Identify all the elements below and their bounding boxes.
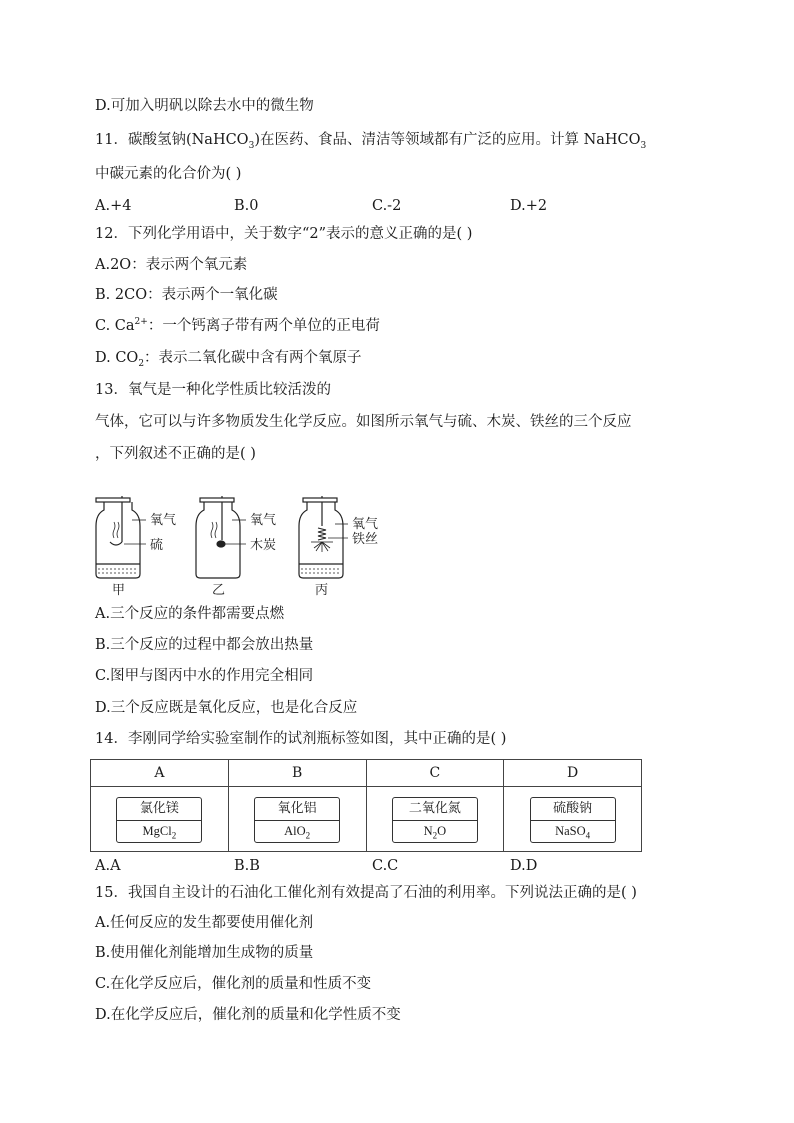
subscript: 2 [138, 358, 145, 369]
q12-option-d [95, 348, 362, 368]
reagent-name: 硫酸钠 [531, 798, 615, 821]
label-iron-wire: 铁丝 [352, 532, 379, 547]
reagent-name: 氯化镁 [117, 798, 201, 821]
reagent-formula [117, 821, 201, 842]
q15-option-a-line: A.任何反应的发生都要使用催化剂 [95, 915, 314, 931]
q13-option-a: A.三个反应的条件都需要点燃 [95, 606, 285, 622]
formula-part: MgCl [142, 824, 172, 838]
oxygen-reaction-diagram [92, 496, 402, 598]
q14-option-d: D.D [510, 858, 538, 874]
q11-stem-line1 [95, 130, 646, 150]
q15-option-c: C.在化学反应后，催化剂的质量和性质不变 [95, 976, 372, 992]
subscript: 3 [248, 140, 255, 151]
caption-bing: 丙 [315, 583, 329, 598]
label-charcoal: 木炭 [250, 538, 277, 553]
bottle-jia [96, 496, 146, 578]
q12d-text-a: D. CO [95, 350, 139, 366]
formula-subscript: 4 [585, 830, 591, 841]
formula-part: O [437, 824, 447, 838]
label-sulfur: 硫 [150, 538, 164, 553]
formula-subscript: 2 [171, 830, 177, 841]
q11-text-b: )在医药、食品、清洁等领域都有广泛的应用。计算 NaHCO [254, 132, 641, 148]
bottle-yi [196, 496, 246, 578]
q13-stem-line1: 13．氧气是一种化学性质比较活泼的 [95, 382, 331, 398]
q10-option-d: D.可加入明矾以除去水中的微生物 [95, 98, 314, 114]
table-header-b: B [228, 760, 366, 787]
superscript: 2+ [134, 317, 148, 328]
q14-option-b: B.B [234, 858, 260, 874]
q12c-text-b: ：一个钙离子带有两个单位的正电荷 [147, 318, 380, 334]
q11-option-b: B.0 [234, 198, 259, 214]
q11-option-d: D.+2 [510, 198, 548, 214]
reagent-formula [531, 821, 615, 842]
reagent-label-table [90, 759, 642, 852]
q13-stem-line3: ，下列叙述不正确的是( ) [95, 446, 256, 462]
q12c-text-a: C. Ca [95, 318, 135, 334]
table-header-c: C [366, 760, 504, 787]
formula-part: N [423, 824, 433, 838]
reagent-formula [255, 821, 339, 842]
q13-option-c: C.图甲与图丙中水的作用完全相同 [95, 668, 314, 684]
table-header-d: D [504, 760, 642, 787]
reagent-name: 氧化铝 [255, 798, 339, 821]
caption-yi: 乙 [212, 583, 226, 598]
q11-stem-line2: 中碳元素的化合价为( ) [95, 166, 242, 182]
q14-option-a: A.A [95, 858, 121, 874]
q14-option-c: C.C [372, 858, 399, 874]
label-oxygen-1: 氧气 [150, 513, 177, 528]
formula-part: NaSO [555, 824, 586, 838]
formula-subscript: 2 [305, 830, 311, 841]
reagent-label [392, 797, 478, 843]
q11-text-a: 11．碳酸氢钠(NaHCO [95, 132, 249, 148]
q13-option-b: B.三个反应的过程中都会放出热量 [95, 637, 314, 653]
reagent-formula [393, 821, 477, 842]
reagent-label [530, 797, 616, 843]
table-cell-b [228, 787, 366, 852]
q12-option-b: B. 2CO：表示两个一氧化碳 [95, 287, 278, 303]
table-header-a: A [91, 760, 229, 787]
q12-option-a: A.2O：表示两个氧元素 [95, 257, 248, 273]
q12-stem: 12．下列化学用语中，关于数字“2”表示的意义正确的是( ) [95, 226, 473, 242]
label-oxygen-3: 氧气 [352, 517, 379, 532]
reagent-label [116, 797, 202, 843]
label-oxygen-2: 氧气 [250, 513, 277, 528]
table-row [91, 787, 642, 852]
subscript: 3 [640, 140, 647, 151]
table-cell-a [91, 787, 229, 852]
q12d-text-b: ：表示二氧化碳中含有两个氧原子 [144, 350, 362, 366]
q15-option-b: B.使用催化剂能增加生成物的质量 [95, 945, 314, 961]
reagent-label [254, 797, 340, 843]
q14-stem: 14．李刚同学给实验室制作的试剂瓶标签如图，其中正确的是( ) [95, 731, 507, 747]
q13-option-d: D.三个反应既是氧化反应，也是化合反应 [95, 700, 358, 716]
formula-subscript: 2 [432, 830, 438, 841]
formula-part: AlO [284, 824, 306, 838]
table-header-row [91, 760, 642, 787]
q12-option-c [95, 316, 380, 336]
reagent-name: 二氧化氮 [393, 798, 477, 821]
caption-jia: 甲 [112, 583, 126, 598]
table-cell-d [504, 787, 642, 852]
q15-option-d: D.在化学反应后，催化剂的质量和化学性质不变 [95, 1007, 401, 1023]
q11-option-a: A.+4 [95, 198, 132, 214]
q11-option-c: C.-2 [372, 198, 402, 214]
table-cell-c [366, 787, 504, 852]
q15-stem: 15．我国自主设计的石油化工催化剂有效提高了石油的利用率。下列说法正确的是( ) [95, 885, 637, 901]
bottle-bing [299, 496, 348, 578]
q13-stem-line2: 气体，它可以与许多物质发生化学反应。如图所示氧气与硫、木炭、铁丝的三个反应 [95, 414, 632, 430]
